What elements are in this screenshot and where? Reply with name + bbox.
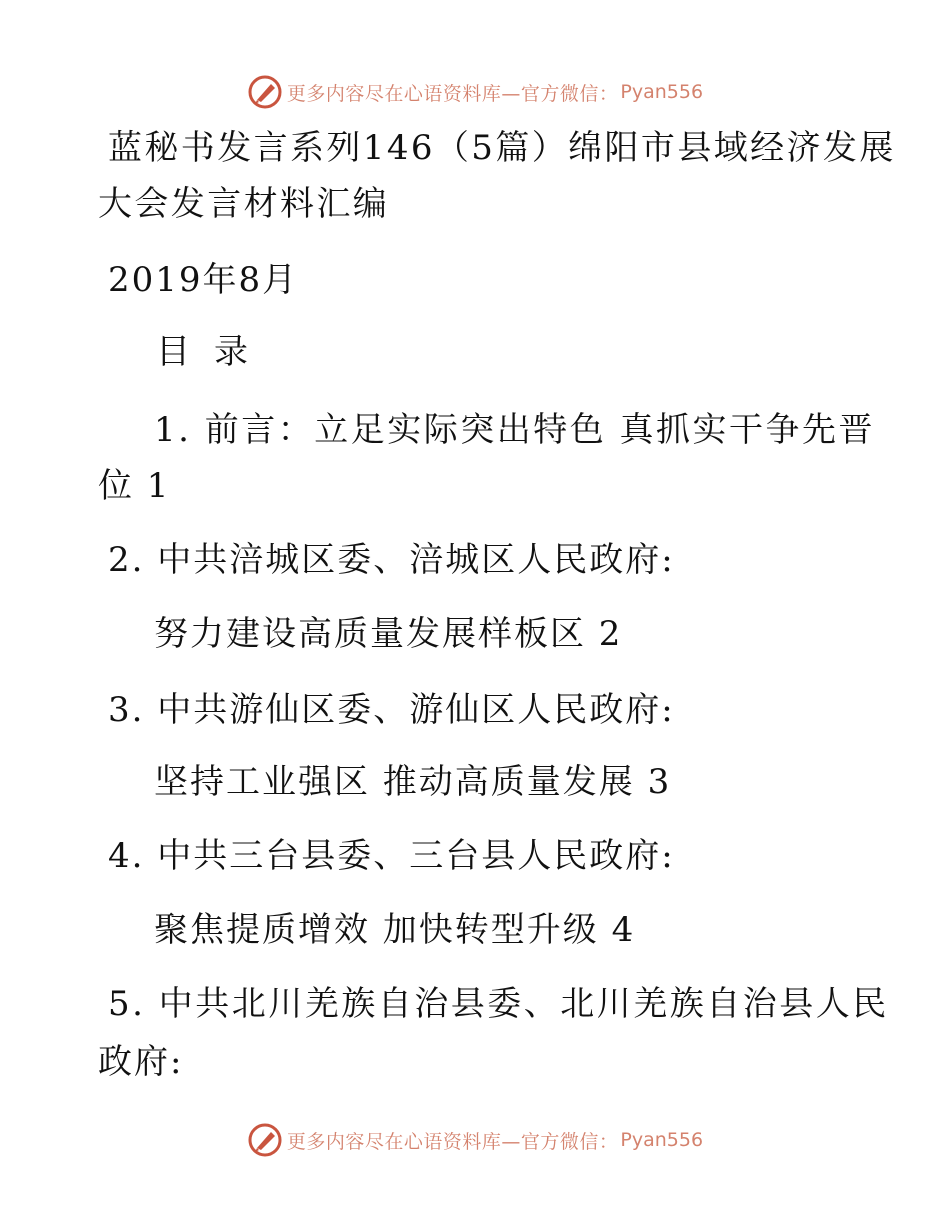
- toc-entry-1-line-1: 1. 前言：立足实际突出特色 真抓实干争先晋: [154, 410, 876, 450]
- toc-entry-4-line-2: 聚焦提质增效 加快转型升级 4: [154, 910, 636, 950]
- toc-entry-4-line-1: 4. 中共三台县委、三台县人民政府:: [108, 836, 675, 876]
- document-title-line-2: 大会发言材料汇编: [98, 184, 390, 224]
- document-date: 2019年8月: [108, 260, 299, 300]
- toc-entry-3-line-2: 坚持工业强区 推动高质量发展 3: [154, 762, 672, 802]
- toc-heading-char-1: 目: [156, 332, 190, 372]
- toc-entry-3-line-1: 3. 中共游仙区委、游仙区人民政府:: [108, 690, 675, 730]
- watermark-wechat-id: Pyan556: [620, 81, 704, 103]
- toc-entry-5-line-1: 5. 中共北川羌族自治县委、北川羌族自治县人民: [108, 984, 889, 1024]
- toc-entry-2-line-2: 努力建设高质量发展样板区 2: [154, 614, 623, 654]
- toc-entry-1-line-2: 位 1: [98, 466, 171, 506]
- watermark-banner-bottom: [0, 1120, 950, 1160]
- document-title-line-1: 蓝秘书发言系列146（5篇）绵阳市县域经济发展: [108, 128, 896, 168]
- watermark-text: 更多内容尽在心语资料库—官方微信：: [286, 1130, 619, 1153]
- pen-seal-icon: [247, 74, 283, 110]
- watermark-wechat-id: Pyan556: [620, 1129, 704, 1151]
- toc-entry-5-line-2: 政府:: [98, 1042, 184, 1082]
- pen-seal-icon: [247, 1122, 283, 1158]
- watermark-banner-top: [0, 72, 950, 112]
- toc-heading-char-2: 录: [214, 332, 248, 372]
- toc-heading: [156, 332, 248, 372]
- watermark-text: 更多内容尽在心语资料库—官方微信：: [286, 82, 619, 105]
- toc-entry-2-line-1: 2. 中共涪城区委、涪城区人民政府:: [108, 540, 675, 580]
